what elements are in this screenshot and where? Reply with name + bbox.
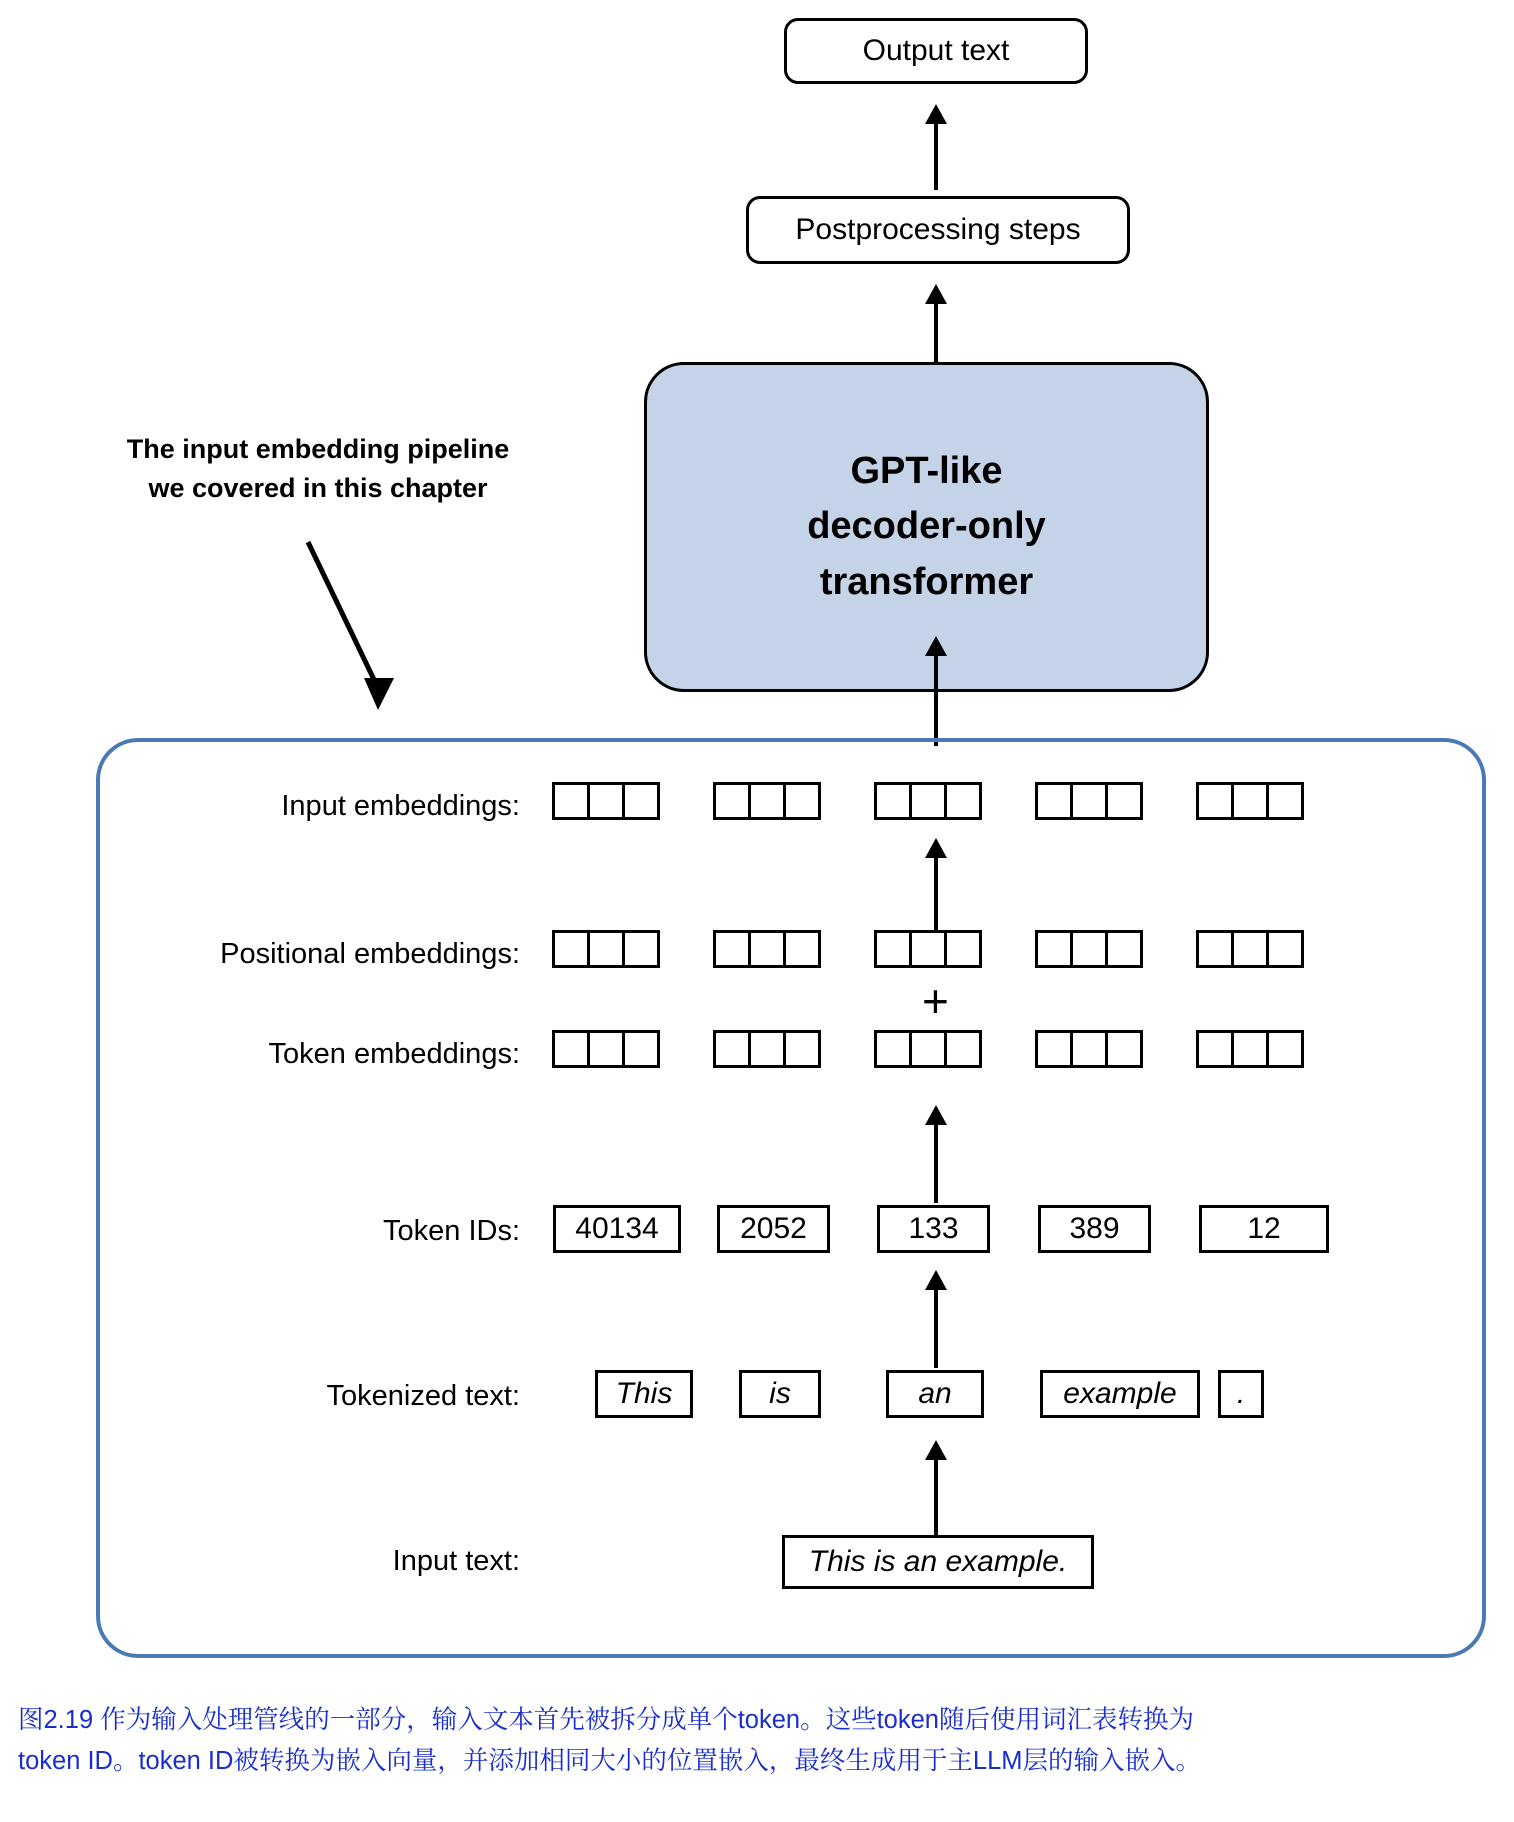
row-label-input-text: Input text: [392, 1545, 520, 1577]
token-box-2: is [739, 1370, 821, 1418]
output-text-label: Output text [862, 34, 1010, 67]
positional-embedding-group-2 [713, 930, 818, 968]
token-embedding-group-1 [552, 1030, 657, 1068]
embedding-cell [587, 1030, 625, 1068]
token-embedding-group-3 [874, 1030, 979, 1068]
embedding-cell [783, 930, 821, 968]
transformer-label-group [807, 444, 1046, 609]
token-id-box-2: 2052 [717, 1205, 830, 1253]
transformer-line-2: decoder-only [807, 505, 1046, 548]
row-label-input-embeddings: Input embeddings: [281, 790, 520, 822]
embedding-cell [909, 782, 947, 820]
figure-caption [18, 1700, 1496, 1783]
embedding-cell [748, 1030, 786, 1068]
transformer-line-3: transformer [819, 560, 1034, 603]
embedding-cell [944, 1030, 982, 1068]
embedding-cell [1035, 930, 1073, 968]
embedding-cell [587, 930, 625, 968]
embedding-cell [552, 782, 590, 820]
token-embedding-group-2 [713, 1030, 818, 1068]
token-box-3: an [886, 1370, 984, 1418]
positional-embedding-group-3 [874, 930, 979, 968]
token-id-box-5: 12 [1199, 1205, 1329, 1253]
plus-operator: + [922, 975, 949, 1027]
embedding-cell [1105, 930, 1143, 968]
embedding-cell [622, 782, 660, 820]
pipeline-annotation-line-2: we covered in this chapter [148, 473, 488, 504]
figure-caption-line-2: token ID。token ID被转换为嵌入向量，并添加相同大小的位置嵌入，最终生成用于主LLM层的输入嵌入。 [18, 1747, 1202, 1776]
embedding-cell [783, 1030, 821, 1068]
token-box-4: example [1040, 1370, 1200, 1418]
embedding-cell [1070, 1030, 1108, 1068]
input-embedding-group-3 [874, 782, 979, 820]
embedding-cell [1266, 1030, 1304, 1068]
input-embedding-group-5 [1196, 782, 1301, 820]
token-id-box-1: 40134 [553, 1205, 681, 1253]
embedding-cell [1070, 930, 1108, 968]
row-label-tokenized-text: Tokenized text: [326, 1380, 520, 1412]
row-label-positional-embeddings: Positional embeddings: [220, 938, 520, 970]
embedding-cell [622, 1030, 660, 1068]
row-label-token-ids: Token IDs: [383, 1215, 520, 1247]
embedding-cell [1196, 1030, 1234, 1068]
embedding-cell [552, 1030, 590, 1068]
positional-embedding-group-5 [1196, 930, 1301, 968]
embedding-cell [783, 782, 821, 820]
positional-embedding-group-1 [552, 930, 657, 968]
embedding-cell [944, 782, 982, 820]
positional-embedding-group-4 [1035, 930, 1140, 968]
annotation-arrow [290, 530, 430, 730]
input-embedding-group-2 [713, 782, 818, 820]
transformer-line-1: GPT-like [850, 450, 1003, 493]
token-id-box-4: 389 [1038, 1205, 1151, 1253]
output-text-box [784, 18, 1088, 84]
row-label-token-embeddings: Token embeddings: [268, 1038, 520, 1070]
embedding-cell [874, 1030, 912, 1068]
embedding-cell [1266, 782, 1304, 820]
embedding-cell [622, 930, 660, 968]
embedding-cell [1231, 930, 1269, 968]
embedding-cell [1105, 1030, 1143, 1068]
figure-caption-line-1: 图2.19 作为输入处理管线的一部分，输入文本首先被拆分成单个token。这些token随后使用词汇表转换为 [18, 1706, 1194, 1734]
embedding-cell [1196, 930, 1234, 968]
embedding-cell [1070, 782, 1108, 820]
embedding-cell [1105, 782, 1143, 820]
input-embedding-group-1 [552, 782, 657, 820]
token-box-1: This [595, 1370, 693, 1418]
embedding-cell [874, 930, 912, 968]
embedding-cell [909, 930, 947, 968]
postprocessing-steps-box [746, 196, 1130, 264]
embedding-cell [1035, 1030, 1073, 1068]
token-embedding-group-4 [1035, 1030, 1140, 1068]
embedding-cell [909, 1030, 947, 1068]
embedding-cell [1035, 782, 1073, 820]
embedding-cell [1231, 1030, 1269, 1068]
embedding-cell [1196, 782, 1234, 820]
embedding-cell [587, 782, 625, 820]
token-box-5: . [1218, 1370, 1264, 1418]
input-embedding-pipeline-frame [96, 738, 1486, 1658]
postprocessing-steps-label: Postprocessing steps [795, 213, 1081, 246]
embedding-cell [1266, 930, 1304, 968]
pipeline-annotation-line-1: The input embedding pipeline [126, 434, 510, 464]
input-embedding-group-4 [1035, 782, 1140, 820]
embedding-cell [713, 782, 751, 820]
embedding-cell [713, 930, 751, 968]
embedding-cell [552, 930, 590, 968]
embedding-cell [874, 782, 912, 820]
pipeline-annotation [98, 430, 538, 508]
token-embedding-group-5 [1196, 1030, 1301, 1068]
embedding-cell [748, 782, 786, 820]
embedding-cell [944, 930, 982, 968]
input-text-box: This is an example. [782, 1535, 1094, 1589]
embedding-cell [1231, 782, 1269, 820]
embedding-cell [713, 1030, 751, 1068]
embedding-cell [748, 930, 786, 968]
token-id-box-3: 133 [877, 1205, 990, 1253]
